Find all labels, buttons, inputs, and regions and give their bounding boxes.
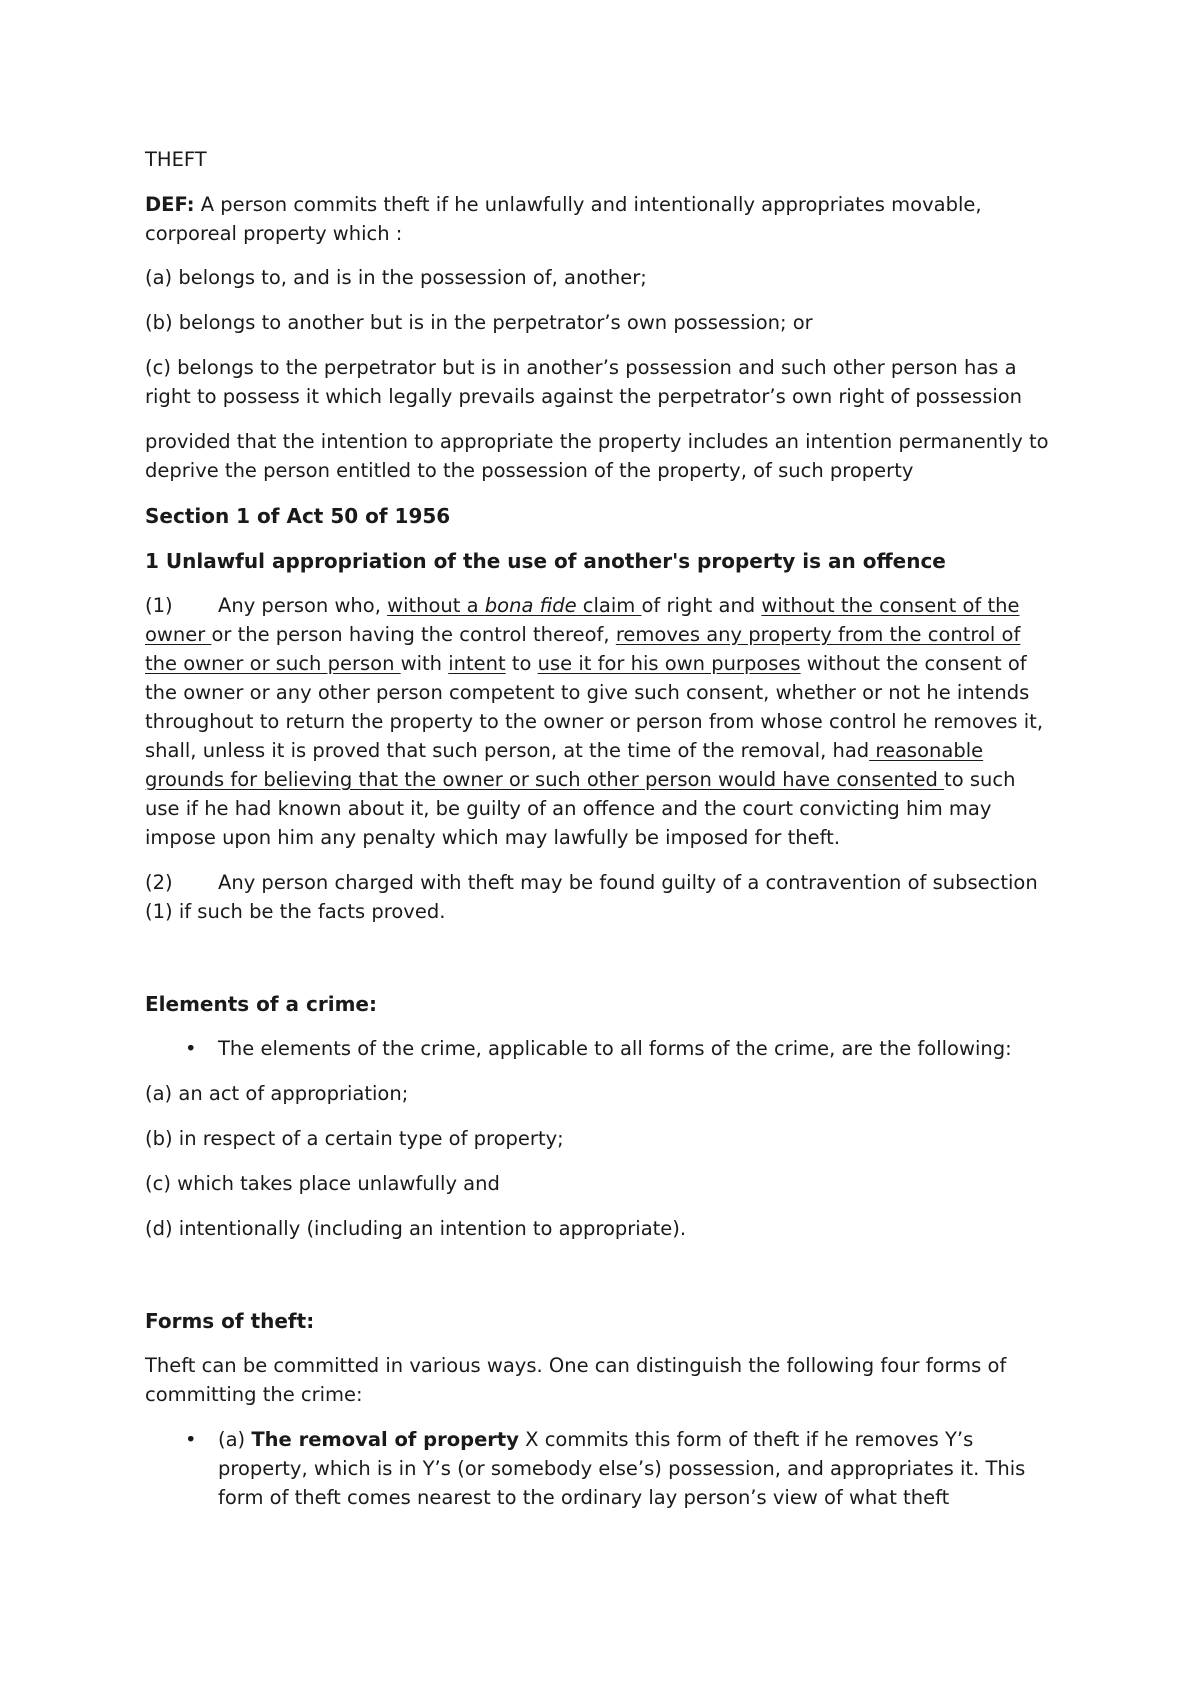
subsection-number: (1) (145, 594, 173, 617)
subsection-1-line-9: impose upon him any penalty which may lawfully be imposed for theft. (145, 826, 841, 849)
subsection-1-line-8: use if he had known about it, be guilty of an offence and the court convicting him may (145, 797, 992, 820)
subsection-1-line-1: (1) Any person who, without a bona fide claim of right and without the consent of the (145, 591, 1019, 621)
form-item-a-line-2: property, which is in Y’s (or somebody else’s) possession, and appropriates it. This (218, 1457, 1026, 1480)
definition-line-2: corporeal property which : (145, 222, 403, 245)
form-item-a-line-3: form of theft comes nearest to the ordinary lay person’s view of what theft (218, 1486, 950, 1509)
subsection-2-line-1: (2) Any person charged with theft may be found guilty of a contravention of subsection (145, 868, 1038, 898)
proviso-line-2: deprive the person entitled to the possession of the property, of such property (145, 459, 914, 482)
subsection-1-line-5: throughout to return the property to the owner or person from whose control he removes it, (145, 710, 1044, 733)
definition-item-c-line-1: (c) belongs to the perpetrator but is in another’s possession and such other person has a (145, 356, 1017, 379)
definition-item-a: (a) belongs to, and is in the possession of, another; (145, 266, 647, 289)
element-item-b: (b) in respect of a certain type of property; (145, 1127, 564, 1150)
subsection-1-line-3: the owner or such person with intent to use it for his own purposes without the consent of (145, 652, 1027, 675)
subsection-2-line-2: (1) if such be the facts proved. (145, 900, 446, 923)
bullet-icon: • (185, 1037, 197, 1060)
definition-item-b: (b) belongs to another but is in the perpetrator’s own possession; or (145, 311, 813, 334)
element-item-c: (c) which takes place unlawfully and (145, 1172, 500, 1195)
definition-line-1: DEF: A person commits theft if he unlawfully and intentionally appropriates movable, (145, 193, 982, 216)
subsection-1-line-4: the owner or any other person competent to give such consent, whether or not he intends (145, 681, 1030, 704)
proviso-line-1: provided that the intention to appropriate the property includes an intention permanently to (145, 430, 1049, 453)
subsection-1-line-6: shall, unless it is proved that such person, at the time of the removal, had reasonable (145, 739, 984, 762)
elements-intro: The elements of the crime, applicable to all forms of the crime, are the following: (218, 1037, 1012, 1060)
element-item-d: (d) intentionally (including an intention to appropriate). (145, 1217, 687, 1240)
definition-label: DEF: (145, 193, 195, 216)
forms-heading: Forms of theft: (145, 1309, 315, 1333)
bullet-icon: • (185, 1428, 197, 1451)
forms-intro-line-2: committing the crime: (145, 1383, 363, 1406)
act-heading: Section 1 of Act 50 of 1956 (145, 504, 451, 528)
subsection-1-line-7: grounds for believing that the owner or such other person would have consented to such (145, 768, 1016, 791)
definition-item-c-line-2: right to possess it which legally prevails against the perpetrator’s own right of possession (145, 385, 1023, 408)
subsection-number: (2) (145, 871, 173, 894)
elements-heading: Elements of a crime: (145, 992, 377, 1016)
form-item-a-line-1: (a) The removal of property X commits this form of theft if he removes Y’s (218, 1428, 974, 1451)
element-item-a: (a) an act of appropriation; (145, 1082, 409, 1105)
document-title: THEFT (145, 148, 207, 171)
forms-intro-line-1: Theft can be committed in various ways. One can distinguish the following four forms of (145, 1354, 1007, 1377)
subsection-1-line-2: owner or the person having the control thereof, removes any property from the control of (145, 623, 1021, 646)
act-subheading: 1 Unlawful appropriation of the use of another's property is an offence (145, 549, 946, 573)
